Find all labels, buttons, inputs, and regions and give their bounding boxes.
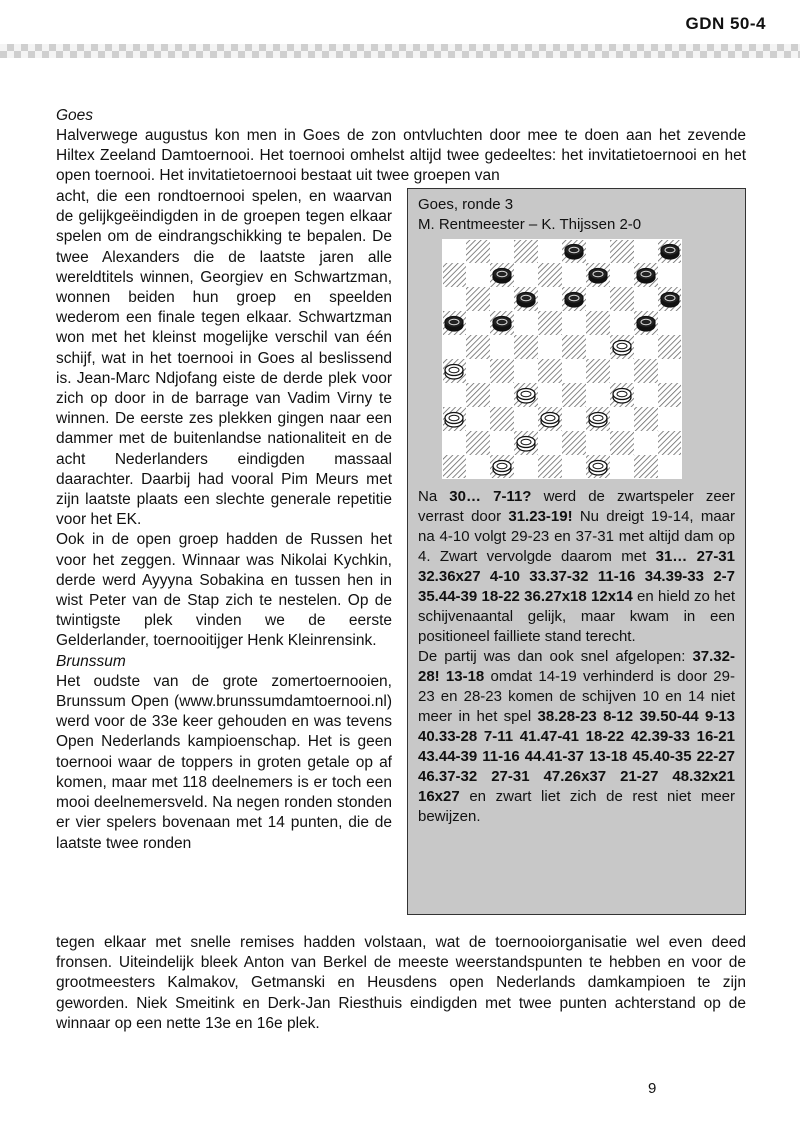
board-light-square [538, 287, 562, 311]
white-piece [589, 461, 607, 476]
board-light-square [514, 455, 538, 479]
board-light-square [610, 455, 634, 479]
board-light-square [586, 431, 610, 455]
board-dark-square [610, 431, 634, 455]
board-light-square [538, 431, 562, 455]
board-light-square [514, 263, 538, 287]
analysis-move-sequence: 37.32-28! 13-18 [418, 648, 735, 685]
white-piece [517, 437, 535, 452]
board-light-square [466, 359, 490, 383]
board-dark-square [658, 383, 682, 407]
draughts-board [442, 239, 682, 479]
board-dark-square [586, 311, 610, 335]
board-dark-square [442, 455, 466, 479]
board-light-square [562, 263, 586, 287]
board-light-square [586, 239, 610, 263]
analysis-text: werd de zwartspeler zeer verrast door [418, 488, 735, 525]
board-light-square [610, 359, 634, 383]
board-light-square [538, 335, 562, 359]
section-title-goes: Goes [56, 107, 94, 124]
game-sidebar [407, 188, 746, 915]
black-piece [493, 317, 511, 332]
black-piece [493, 269, 511, 284]
board-light-square [634, 431, 658, 455]
white-piece [517, 389, 535, 404]
board-dark-square [634, 455, 658, 479]
board-light-square [490, 239, 514, 263]
board-dark-square [538, 263, 562, 287]
board-dark-square [538, 311, 562, 335]
board-light-square [538, 383, 562, 407]
board-light-square [586, 287, 610, 311]
board-dark-square [490, 359, 514, 383]
board-dark-square [562, 383, 586, 407]
game-round: Goes, ronde 3 [418, 196, 514, 213]
board-light-square [586, 383, 610, 407]
white-piece [445, 365, 463, 380]
board-light-square [562, 455, 586, 479]
white-piece [613, 341, 631, 356]
white-piece [613, 389, 631, 404]
board-dark-square [466, 239, 490, 263]
black-piece [637, 269, 655, 284]
board-light-square [658, 311, 682, 335]
analysis-move-sequence: 31… 27-31 32.36x27 4-10 33.37-32 11-16 34.39-33 2-7 35.44-39 18-22 36.27x18 12x14 [418, 548, 735, 605]
board-light-square [538, 239, 562, 263]
goes-intro-paragraph: Halverwege augustus kon men in Goes de zon ontvluchten door mee te doen aan het zevende Hiltex Zeeland Damtoernooi. Het toernooi omhelst altijd twee gedeeltes: het invitatietoernooi en het open toernooi. Het invitatietoernooi bestaat uit twee groepen van [56, 127, 746, 185]
board-dark-square [634, 407, 658, 431]
black-piece [637, 317, 655, 332]
board-dark-square [586, 359, 610, 383]
black-piece [565, 293, 583, 308]
board-light-square [466, 407, 490, 431]
analysis-text: omdat 14-19 verhinderd is door 29-23 en 28-23 komen de schijven 10 en 14 niet meer in het spel [418, 668, 735, 725]
left-column [56, 187, 392, 854]
board-light-square [490, 383, 514, 407]
board-dark-square [538, 359, 562, 383]
goes-paragraph-1: acht, die een rondtoernooi spelen, en waarvan de gelijkgeëindigden in de groepen tegen elkaar spelen om de eindrangschikking te bepalen. De twee Alexanders die de laatste jaren alle wereldtitels winnen, Georgiev en Schwartzman, wonnen beiden hun groep en speelden wederom een finale tegen elkaar. Schwartzman won met het kleinst mogelijke verschil van één schijf, wat in het toernooi in Goes al beslissend is. Jean-Marc Ndjofang eiste de derde plek voor zich op door in de barrage van Vadim Virny te winnen. De eerste zes plekken gingen naar een dammer met de buitenlandse nationaliteit en de acht Nederlanders eindigden massaal daarachter. Daarbij had vooral Pim Meurs met zijn laatste plaats een slechte generale repetitie voor het EK. [56, 188, 392, 529]
board-dark-square [634, 359, 658, 383]
board-dark-square [658, 335, 682, 359]
board-light-square [610, 263, 634, 287]
board-light-square [466, 263, 490, 287]
game-analysis [418, 487, 735, 827]
board-light-square [634, 335, 658, 359]
board-light-square [562, 311, 586, 335]
analysis-text: Na [418, 488, 450, 505]
analysis-text: Nu dreigt 19-14, maar na 4-10 volgt 29-23 en 37-31 met altijd dam op 4. Zwart vervolgde daarom met [418, 508, 736, 565]
goes-paragraph-2: Ook in de open groep hadden de Russen het voor het zeggen. Winnaar was Nikolai Kychkin, derde werd Ayyyna Sobakina en tussen hen in wist Peter van de Stap zich te nestelen. Op de twintigste plek vinden we de eerste Gelderlander, toernooitijger Henk Kleinrensink. [56, 531, 392, 650]
board-light-square [490, 335, 514, 359]
black-piece [661, 293, 679, 308]
board-light-square [658, 407, 682, 431]
board-light-square [466, 455, 490, 479]
header-checker-strip [0, 44, 800, 58]
board-dark-square [562, 335, 586, 359]
board-dark-square [466, 287, 490, 311]
black-piece [517, 293, 535, 308]
board-light-square [610, 311, 634, 335]
board-light-square [442, 431, 466, 455]
board-light-square [658, 263, 682, 287]
analysis-text: en hield zo het schijvenaantal gelijk, maar kwam in een positioneel failliete stand terecht. [418, 588, 735, 645]
analysis-move-sequence: 31.23-19! [508, 508, 573, 525]
white-piece [541, 413, 559, 428]
black-piece [445, 317, 463, 332]
analysis-text: De partij was dan ook snel afgelopen: [418, 648, 693, 665]
board-light-square [562, 407, 586, 431]
board-dark-square [466, 383, 490, 407]
board-light-square [610, 407, 634, 431]
board-light-square [562, 359, 586, 383]
board-light-square [586, 335, 610, 359]
analysis-text: en zwart liet zich de rest niet meer bewijzen. [418, 788, 735, 825]
board-light-square [442, 335, 466, 359]
board-dark-square [562, 431, 586, 455]
black-piece [661, 245, 679, 260]
board-light-square [514, 407, 538, 431]
board-dark-square [538, 455, 562, 479]
page-number: 9 [648, 1080, 657, 1097]
game-players: M. Rentmeester – K. Thijssen 2-0 [418, 216, 642, 233]
black-piece [565, 245, 583, 260]
board-light-square [634, 383, 658, 407]
board-light-square [634, 239, 658, 263]
analysis-move-sequence: 38.28-23 8-12 39.50-44 9-13 40.33-28 7-11 41.47-41 18-22 42.39-33 16-21 43.44-39 11-16 44.41-37 13-18 45.40-35 22-27 46.37-32 27-31 47.26x37 21-27 48.32x21 16x27 [418, 708, 736, 805]
board-light-square [490, 287, 514, 311]
board-dark-square [514, 335, 538, 359]
board-light-square [442, 383, 466, 407]
board-dark-square [466, 335, 490, 359]
white-piece [589, 413, 607, 428]
section-title-brunssum: Brunssum [56, 652, 126, 670]
brunssum-paragraph-1: Het oudste van de grote zomertoernooien, Brunssum Open (www.brunssumdamtoernooi.nl) werd voor de 33e keer gehouden en was tevens Open Nederlands kampioenschap. Het is geen toernooi waar de toppers in groten getale op af komen, maar met 118 deelnemers is er toch een mooi deelnemersveld. Na negen ronden stonden er vier spelers bovenaan met 14 punten, die de laatste twee ronden [56, 672, 392, 852]
board-light-square [466, 311, 490, 335]
board-light-square [442, 287, 466, 311]
white-piece [445, 413, 463, 428]
board-light-square [490, 431, 514, 455]
board-light-square [442, 239, 466, 263]
analysis-move-sequence: 30… 7-11? [449, 488, 532, 505]
board-light-square [514, 311, 538, 335]
board-light-square [658, 455, 682, 479]
board-dark-square [610, 287, 634, 311]
black-piece [589, 269, 607, 284]
board-dark-square [610, 239, 634, 263]
board-dark-square [442, 263, 466, 287]
brunssum-paragraph-2: tegen elkaar met snelle remises hadden volstaan, wat de toernooiorganisatie wel even deed fronsen. Uiteindelijk bleek Anton van Berkel de meeste weerstandspunten te hebben en voor de grootmeesters Kalmakov, Getmanski en Heusdens open Nederlands damkampioen te zijn geworden. Niek Smeitink en Derk-Jan Riesthuis eindigden met twee punten achterstand op de winnaar op een nette 13e en 16e plek. [56, 934, 746, 1032]
board-dark-square [466, 431, 490, 455]
board-light-square [634, 287, 658, 311]
board-dark-square [490, 407, 514, 431]
journal-issue-label: GDN 50-4 [679, 14, 772, 34]
board-dark-square [658, 431, 682, 455]
board-light-square [658, 359, 682, 383]
board-light-square [514, 359, 538, 383]
board-dark-square [514, 239, 538, 263]
white-piece [493, 461, 511, 476]
